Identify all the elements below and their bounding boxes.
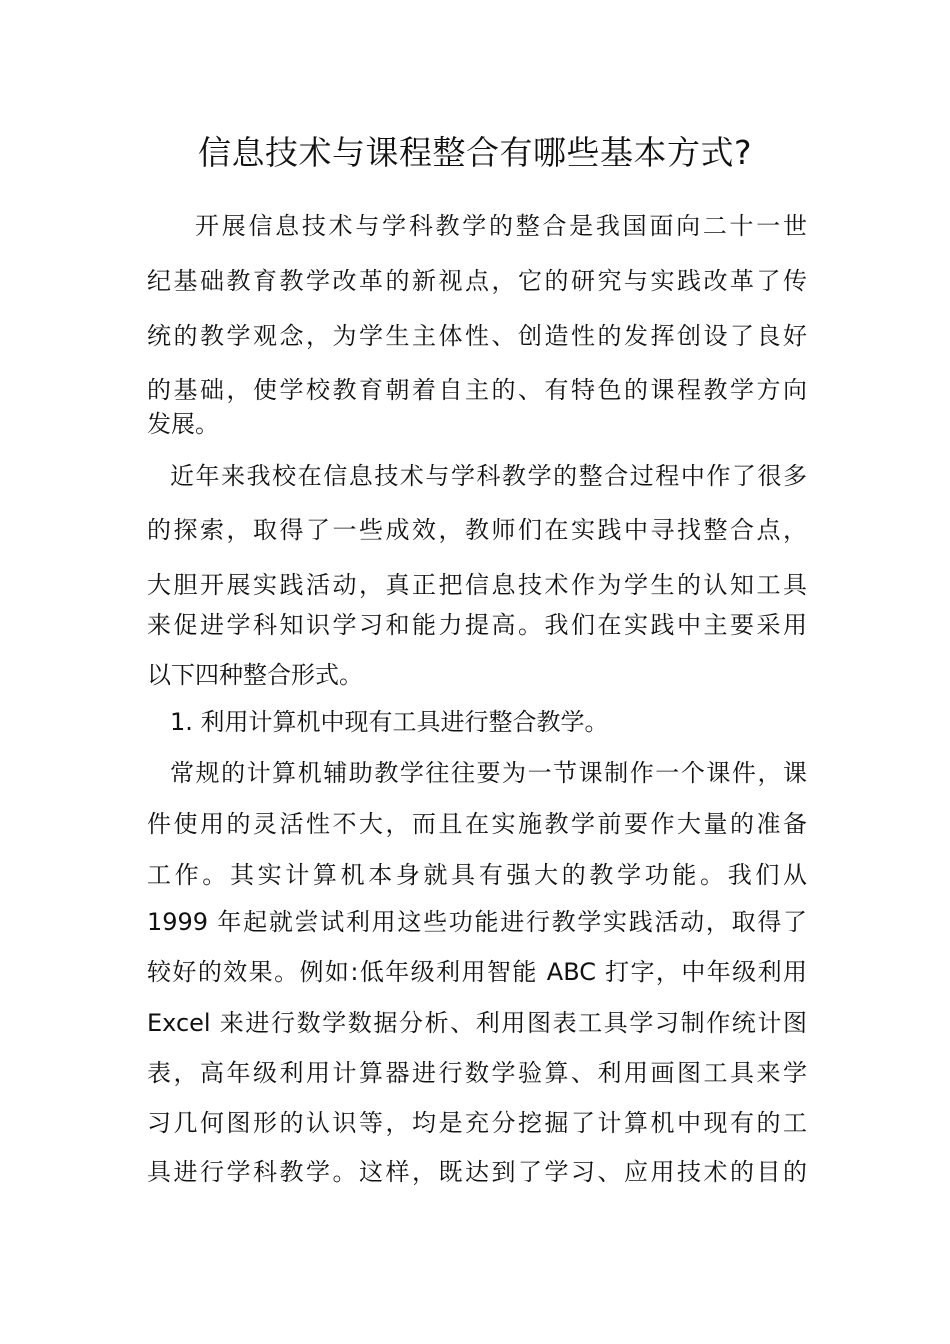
page-title: 信息技术与课程整合有哪些基本方式? — [197, 133, 752, 172]
paragraph-3-line-9: 具进行学科教学。这样，既达到了学习、应用技术的目的 — [147, 1158, 807, 1186]
paragraph-2-line-3: 大胆开展实践活动，真正把信息技术作为学生的认知工具 — [147, 571, 807, 599]
paragraph-3-line-5: 较好的效果。例如:低年级利用智能 ABC 打字，中年级利用 — [147, 958, 807, 986]
paragraph-3-line-4: 1999 年起就尝试利用这些功能进行教学实践活动，取得了 — [147, 908, 807, 936]
paragraph-1-line-2: 纪基础教育教学改革的新视点，它的研究与实践改革了传 — [147, 267, 807, 295]
paragraph-2-line-2: 的探索，取得了一些成效，教师们在实践中寻找整合点， — [147, 516, 807, 544]
paragraph-1-line-1: 开展信息技术与学科教学的整合是我国面向二十一世 — [195, 212, 807, 240]
paragraph-2-line-5: 以下四种整合形式。 — [147, 661, 363, 689]
paragraph-1-line-4: 的基础，使学校教育朝着自主的、有特色的课程教学方向 — [147, 376, 807, 404]
list-item-heading-1: 1. 利用计算机中现有工具进行整合教学。 — [170, 708, 609, 736]
paragraph-3-line-1: 常规的计算机辅助教学往往要为一节课制作一个课件，课 — [170, 759, 807, 787]
paragraph-3-line-7: 表，高年级利用计算器进行数学验算、利用画图工具来学 — [147, 1059, 807, 1087]
paragraph-3-line-2: 件使用的灵活性不大，而且在实施教学前要作大量的准备 — [147, 810, 807, 838]
paragraph-2-line-4: 来促进学科知识学习和能力提高。我们在实践中主要采用 — [147, 611, 807, 639]
paragraph-3-line-8: 习几何图形的认识等，均是充分挖掘了计算机中现有的工 — [147, 1109, 807, 1137]
paragraph-2-line-1: 近年来我校在信息技术与学科教学的整合过程中作了很多 — [170, 462, 807, 490]
paragraph-1-line-5: 发展。 — [147, 410, 219, 438]
paragraph-3-line-6: Excel 来进行数学数据分析、利用图表工具学习制作统计图 — [147, 1009, 807, 1037]
paragraph-1-line-3: 统的教学观念，为学生主体性、创造性的发挥创设了良好 — [147, 322, 807, 350]
paragraph-3-line-3: 工作。其实计算机本身就具有强大的教学功能。我们从 — [147, 861, 807, 889]
